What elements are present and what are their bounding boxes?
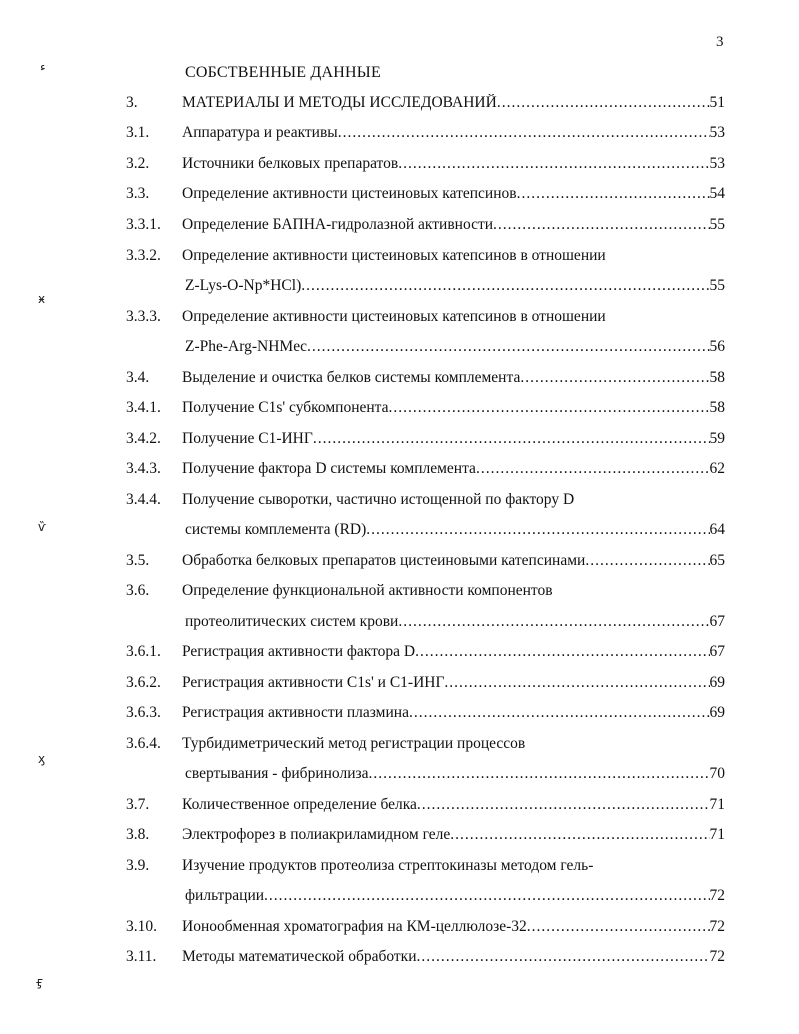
entry-line (182, 735, 525, 757)
entry-line (182, 582, 553, 604)
entry-page: 65 (709, 552, 725, 569)
entry-line (182, 826, 725, 848)
entry-number: 3.6.1. (126, 643, 161, 660)
toc-entry (0, 796, 799, 820)
entry-title: Получение сыворотки, частично истощенной по фактору D (182, 491, 575, 508)
entry-page: 69 (709, 704, 725, 721)
entry-line (182, 491, 574, 513)
leader-dots (389, 399, 710, 417)
entry-title: Ионообменная хроматография на КМ-целлюлозе-32 (182, 918, 527, 935)
entry-page: 71 (709, 796, 725, 813)
entry-number: 3.3.3. (126, 308, 161, 325)
toc-entry (0, 460, 799, 484)
entry-page: 58 (709, 369, 725, 386)
entry-title: Источники белковых препаратов (182, 155, 399, 172)
entry-page: 67 (709, 643, 725, 660)
scan-mark: ѷ (38, 520, 46, 534)
entry-number: 3.6.2. (126, 674, 161, 691)
entry-page: 62 (709, 460, 725, 477)
entry-page: 72 (709, 918, 725, 935)
entry-line (185, 765, 725, 787)
leader-dots (398, 155, 709, 173)
toc-entry (0, 491, 799, 515)
scan-mark: ӽ (38, 752, 46, 766)
toc-entry (0, 124, 799, 148)
entry-number: 3.6.4. (126, 735, 161, 752)
section-heading: СОБСТВЕННЫЕ ДАННЫЕ (185, 64, 381, 81)
toc-entry (0, 552, 799, 576)
leader-dots (520, 369, 709, 387)
entry-number: 3. (126, 94, 138, 111)
entry-line (182, 674, 725, 696)
entry-page: 72 (709, 887, 725, 904)
entry-title: Регистрация активности C1s' и C1-ИНГ (182, 674, 445, 691)
entry-line (182, 857, 593, 879)
leader-dots (264, 887, 709, 905)
entry-page: 59 (709, 430, 725, 447)
entry-line (182, 308, 606, 330)
toc-entry (0, 704, 799, 728)
entry-title: Аппаратура и реактивы (182, 124, 338, 141)
entry-number: 3.10. (126, 918, 157, 935)
entry-page: 53 (709, 155, 725, 172)
leader-dots (369, 765, 710, 783)
leader-dots (527, 918, 710, 936)
toc-entry (0, 765, 799, 789)
entry-line (182, 124, 725, 146)
toc-entry (0, 826, 799, 850)
entry-title: Количественное определение белка (182, 796, 417, 813)
entry-line (182, 796, 725, 818)
toc-entry (0, 155, 799, 179)
entry-title: системы комплемента (RD) (185, 521, 367, 538)
entry-line (182, 918, 725, 940)
entry-line (182, 247, 606, 269)
entry-title: Выделение и очистка белков системы комплемента (182, 369, 521, 386)
leader-dots (366, 521, 709, 539)
entry-title: Z-Phe-Arg-NHMec (185, 338, 307, 355)
entry-page: 70 (709, 765, 725, 782)
toc-entry (0, 582, 799, 606)
toc-entry (0, 857, 799, 881)
leader-dots (313, 430, 710, 448)
entry-title: Определение БАПНА-гидролазной активности (182, 216, 494, 233)
scan-mark: ء (40, 60, 46, 74)
scan-mark: ӻ (36, 975, 44, 989)
leader-dots (338, 124, 710, 142)
leader-dots (585, 552, 709, 570)
entry-number: 3.2. (126, 155, 150, 172)
entry-page: 53 (709, 124, 725, 141)
toc-entry (0, 674, 799, 698)
toc-entry (0, 521, 799, 545)
entry-number: 3.3.2. (126, 247, 161, 264)
entry-page: 54 (709, 185, 725, 202)
entry-page: 55 (709, 216, 725, 233)
entry-page: 69 (709, 674, 725, 691)
entry-number: 3.8. (126, 826, 150, 843)
entry-page: 72 (709, 948, 725, 965)
entry-line (182, 643, 725, 665)
leader-dots (476, 460, 710, 478)
entry-title: Определение активности цистеиновых катепсинов в отношении (182, 247, 606, 264)
entry-number: 3.4.2. (126, 430, 161, 447)
entry-page: 71 (709, 826, 725, 843)
entry-line (185, 613, 725, 635)
entry-number: 3.4. (126, 369, 150, 386)
entry-number: 3.4.1. (126, 399, 161, 416)
entry-line (182, 216, 725, 238)
toc-entry (0, 399, 799, 423)
leader-dots (417, 948, 710, 966)
entry-title: Определение активности цистеиновых катепсинов в отношении (182, 308, 606, 325)
entry-title: Получение C1s' субкомпонента (182, 399, 389, 416)
toc-entry (0, 308, 799, 332)
leader-dots (409, 704, 710, 722)
entry-number: 3.3. (126, 185, 150, 202)
entry-title: Обработка белковых препаратов цистеиновыми катепсинами (182, 552, 586, 569)
toc-entry (0, 185, 799, 209)
entry-title: Определение активности цистеиновых катепсинов (182, 185, 517, 202)
entry-line (182, 430, 725, 452)
entry-title: Получение C1-ИНГ (182, 430, 313, 447)
entry-line (182, 948, 725, 970)
page-number: 3 (716, 34, 724, 50)
toc-entry (0, 338, 799, 362)
entry-line (185, 521, 725, 543)
toc-entry (0, 247, 799, 271)
entry-number: 3.7. (126, 796, 150, 813)
leader-dots (415, 643, 709, 661)
leader-dots (301, 277, 709, 295)
entry-line (185, 277, 725, 299)
entry-line (182, 369, 725, 391)
entry-line (185, 338, 725, 360)
toc-entry (0, 94, 799, 118)
entry-page: 55 (709, 277, 725, 294)
toc-entry (0, 735, 799, 759)
entry-title: свертывания - фибринолиза (185, 765, 369, 782)
entry-title: Регистрация активности фактора D (182, 643, 416, 660)
entry-title: Методы математической обработки (182, 948, 417, 965)
entry-number: 3.6. (126, 582, 150, 599)
toc-entry (0, 918, 799, 942)
entry-title: Турбидиметрический метод регистрации процессов (182, 735, 526, 752)
entry-title: фильтрации (185, 887, 265, 904)
toc-entry (0, 613, 799, 637)
leader-dots (398, 613, 709, 631)
entry-line (182, 552, 725, 574)
entry-line (185, 887, 725, 909)
toc-entry (0, 643, 799, 667)
leader-dots (517, 185, 710, 203)
entry-number: 3.11. (126, 948, 157, 965)
entry-line (182, 399, 725, 421)
entry-number: 3.6.3. (126, 704, 161, 721)
scan-mark: ӿ (38, 292, 46, 306)
entry-page: 58 (709, 399, 725, 416)
entry-page: 51 (709, 94, 725, 111)
entry-title: МАТЕРИАЛЫ И МЕТОДЫ ИССЛЕДОВАНИЙ (182, 94, 497, 111)
entry-page: 64 (709, 521, 725, 538)
leader-dots (493, 216, 709, 234)
entry-title: Z-Lys-O-Np*HCl) (185, 277, 302, 294)
entry-title: Регистрация активности плазмина (182, 704, 409, 721)
entry-number: 3.5. (126, 552, 150, 569)
toc-entry (0, 369, 799, 393)
leader-dots (417, 796, 710, 814)
entry-line (182, 94, 725, 116)
leader-dots (497, 94, 710, 112)
entry-page: 67 (709, 613, 725, 630)
entry-line (182, 155, 725, 177)
entry-title: Изучение продуктов протеолиза стрептокиназы методом гель- (182, 857, 594, 874)
entry-number: 3.4.4. (126, 491, 161, 508)
entry-title: Получение фактора D системы комплемента (182, 460, 476, 477)
entry-title: протеолитических систем крови (185, 613, 399, 630)
entry-title: Определение функциональной активности компонентов (182, 582, 553, 599)
entry-number: 3.1. (126, 124, 150, 141)
leader-dots (450, 826, 709, 844)
toc-entry (0, 948, 799, 972)
entry-line (182, 460, 725, 482)
toc-entry (0, 216, 799, 240)
entry-line (182, 704, 725, 726)
entry-page: 56 (709, 338, 725, 355)
entry-title: Электрофорез в полиакриламидном геле (182, 826, 451, 843)
leader-dots (444, 674, 709, 692)
toc-entry (0, 430, 799, 454)
leader-dots (307, 338, 710, 356)
entry-number: 3.3.1. (126, 216, 161, 233)
entry-number: 3.9. (126, 857, 150, 874)
toc-entry (0, 887, 799, 911)
entry-number: 3.4.3. (126, 460, 161, 477)
toc-entry (0, 277, 799, 301)
entry-line (182, 185, 725, 207)
